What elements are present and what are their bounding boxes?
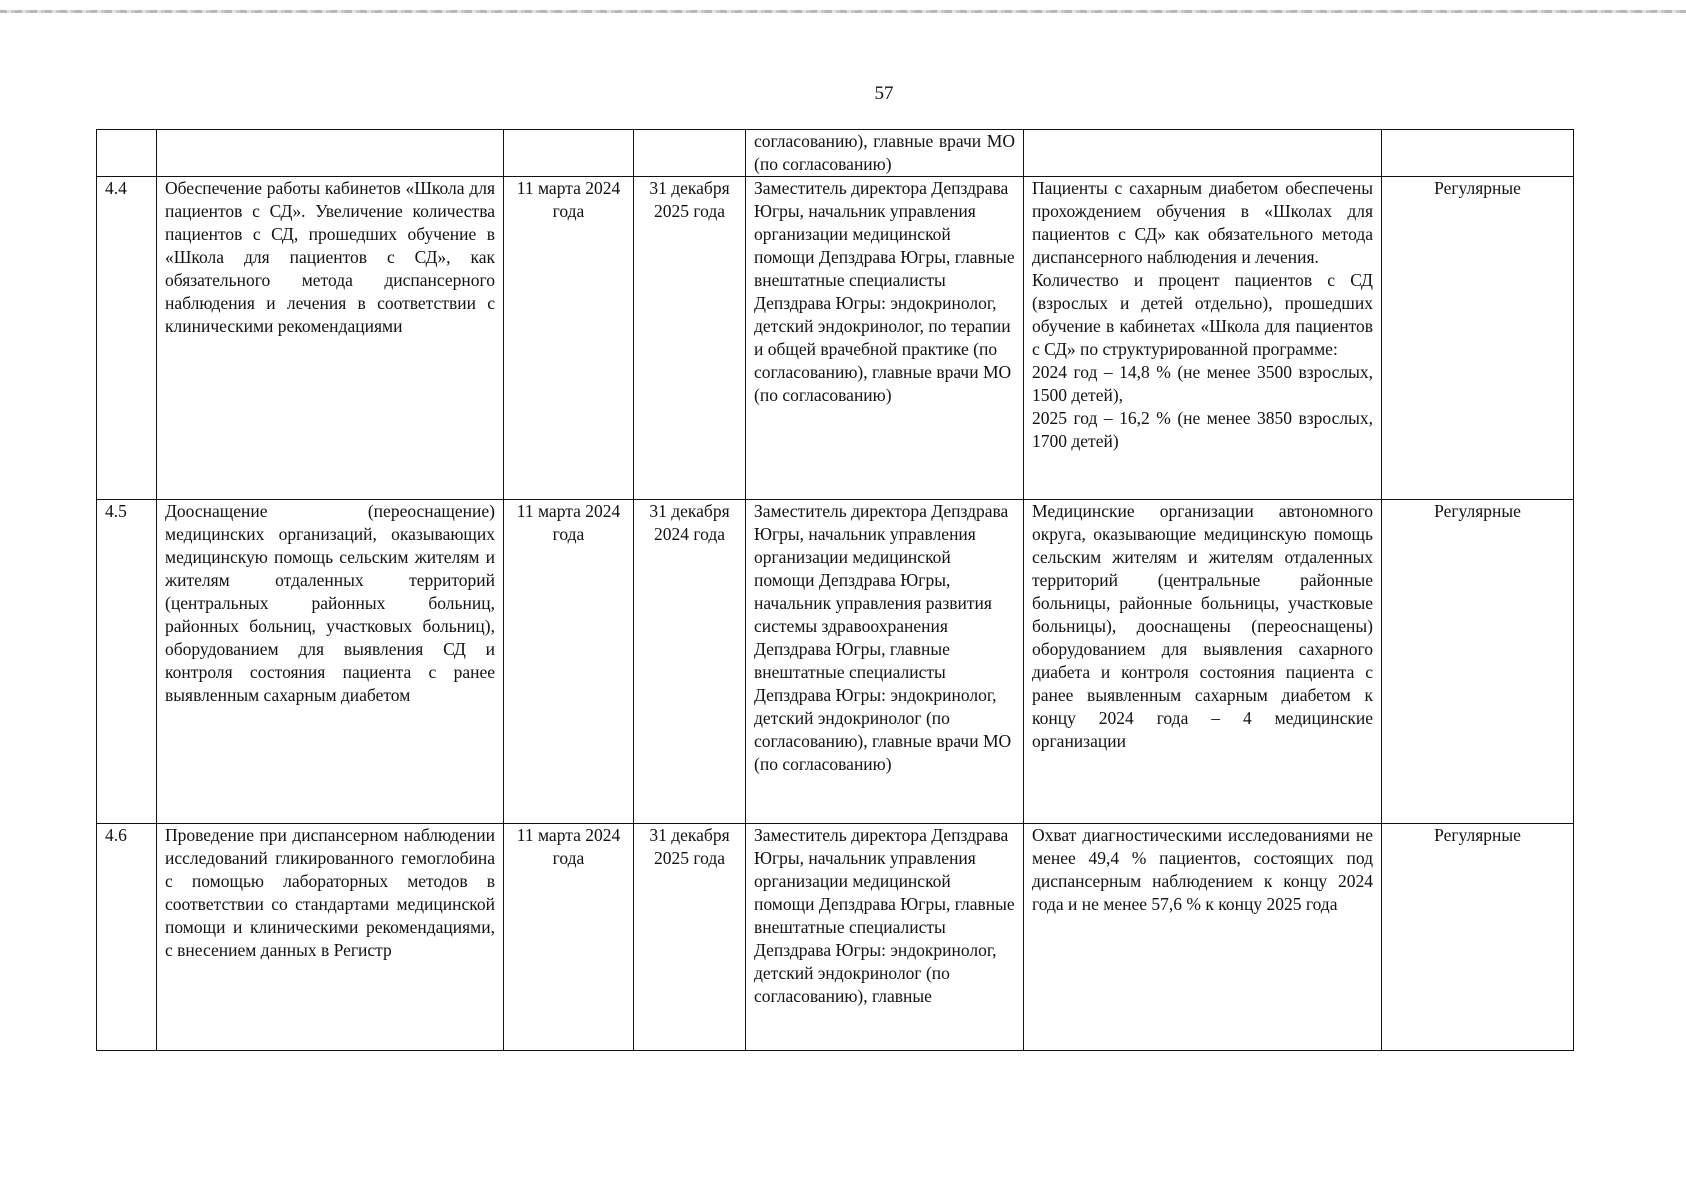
measure-type: Регулярные (1382, 177, 1574, 500)
responsible-persons: Заместитель директора Депздрава Югры, начальник управления организации медицинской помощи Депздрава Югры, главные внештатные специалисты Депздрава Югры: эндокринолог, детский эндокринолог, по терапии и общей врачебной практике (по согласованию), главные врачи МО (по согласованию) (746, 177, 1024, 500)
end-date: 31 декабря 2025 года (634, 177, 746, 500)
row-number: 4.5 (97, 500, 157, 824)
start-date: 11 марта 2024 года (504, 500, 634, 824)
cell-type (1382, 130, 1574, 177)
cell-name (157, 130, 504, 177)
responsible-persons: Заместитель директора Депздрава Югры, начальник управления организации медицинской помощи Депздрава Югры, главные внештатные специалисты Депздрава Югры: эндокринолог, детский эндокринолог (по согласованию), главные (746, 824, 1024, 1051)
table-row (97, 177, 1574, 500)
measure-type: Регулярные (1382, 824, 1574, 1051)
expected-result (1024, 177, 1382, 500)
cell-num (97, 130, 157, 177)
measure-name: Дооснащение (переоснащение) медицинских организаций, оказывающих медицинскую помощь сельским жителям и жителям отдаленных территорий (центральных районных больниц, районных больниц, участковых больниц), оборудованием для выявления СД и контроля состояния пациента с ранее выявленным сахарным диабетом (157, 500, 504, 824)
measure-type: Регулярные (1382, 500, 1574, 824)
result-line: 2025 год – 16,2 % (не менее 3850 взрослых, 1700 детей) (1032, 408, 1373, 451)
start-date: 11 марта 2024 года (504, 177, 634, 500)
result-line: Количество и процент пациентов с СД (взрослых и детей отдельно), прошедших обучение в кабинетах «Школа для пациентов с СД» по структурированной программе: (1032, 270, 1373, 359)
cell-responsible: согласованию), главные врачи МО (по согласованию) (746, 130, 1024, 177)
cell-end (634, 130, 746, 177)
result-line: 2024 год – 14,8 % (не менее 3500 взрослых, 1500 детей), (1032, 362, 1373, 405)
expected-result (1024, 824, 1382, 1051)
table-row (97, 500, 1574, 824)
measure-name: Проведение при диспансерном наблюдении исследований гликированного гемоглобина с помощью лабораторных методов в соответствии со стандартами медицинской помощи и клиническими рекомендациями, с внесением данных в Регистр (157, 824, 504, 1051)
responsible-persons: Заместитель директора Депздрава Югры, начальник управления организации медицинской помощи Депздрава Югры, начальник управления развития системы здравоохранения Депздрава Югры, главные внештатные специалисты Депздрава Югры: эндокринолог, детский эндокринолог (по согласованию), главные врачи МО (по согласованию) (746, 500, 1024, 824)
measure-name: Обеспечение работы кабинетов «Школа для пациентов с СД». Увеличение количества пациентов с СД, прошедших обучение в «Школа для пациентов с СД», как обязательного метода диспансерного наблюдения и лечения в соответствии с клиническими рекомендациями (157, 177, 504, 500)
table-row (97, 824, 1574, 1051)
page-number: 57 (874, 83, 894, 104)
row-number: 4.4 (97, 177, 157, 500)
start-date: 11 марта 2024 года (504, 824, 634, 1051)
cell-result (1024, 130, 1382, 177)
result-line: Охват диагностическими исследованиями не менее 49,4 % пациентов, состоящих под диспансерным наблюдением к концу 2024 года и не менее 57,6 % к концу 2025 года (1032, 825, 1373, 914)
result-line: Медицинские организации автономного округа, оказывающие медицинскую помощь сельским жителям и жителям отдаленных территорий (центральные районные больницы, районные больницы, участковые больницы), дооснащены (переоснащены) оборудованием для выявления сахарного диабета и контроля состояния пациента с ранее выявленным сахарным диабетом к концу 2024 года – 4 медицинские организации (1032, 501, 1373, 751)
measures-table (96, 129, 1574, 1051)
end-date: 31 декабря 2025 года (634, 824, 746, 1051)
row-number: 4.6 (97, 824, 157, 1051)
cell-start (504, 130, 634, 177)
end-date: 31 декабря 2024 года (634, 500, 746, 824)
table-row-continuation (97, 130, 1574, 177)
scan-edge (0, 10, 1686, 13)
expected-result (1024, 500, 1382, 824)
result-line: Пациенты с сахарным диабетом обеспечены прохождением обучения в «Школах для пациентов с СД» как обязательного метода диспансерного наблюдения и лечения. (1032, 178, 1373, 267)
